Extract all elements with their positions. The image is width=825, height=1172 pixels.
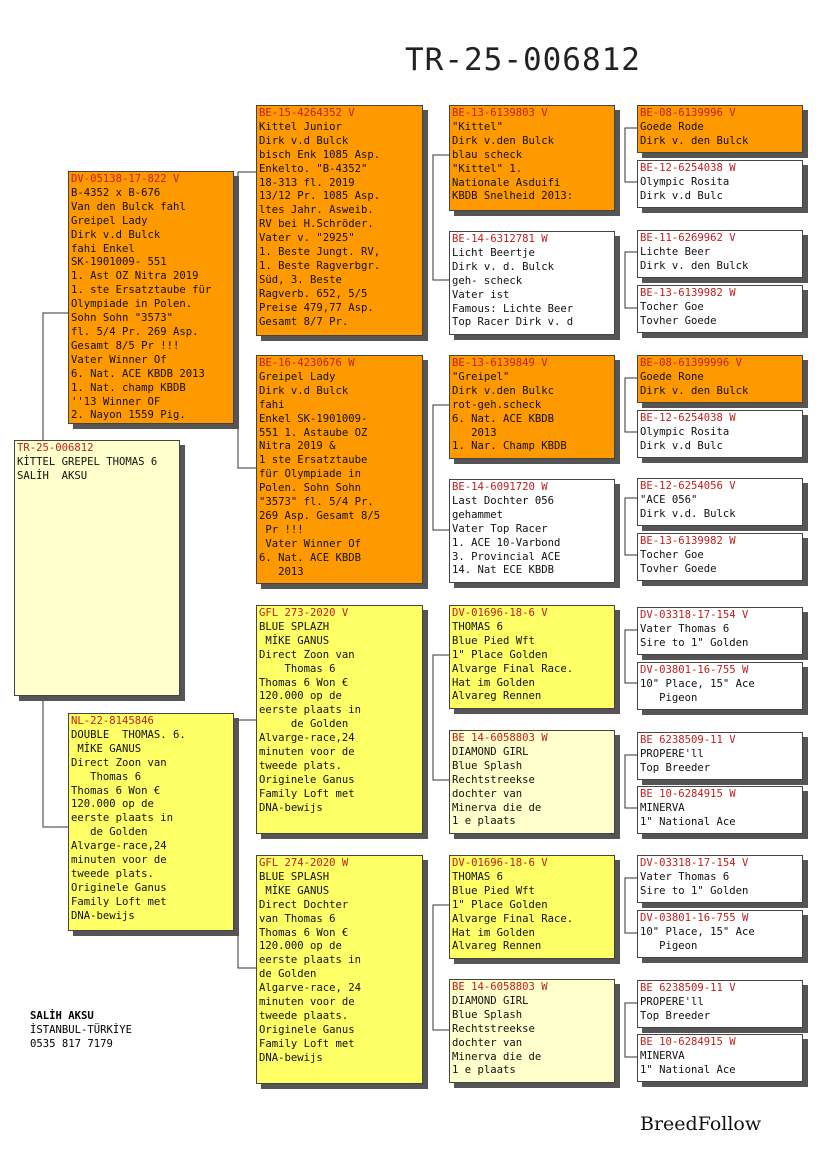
ring-number: BE-14-6091720 W [452, 481, 548, 493]
gen4-box-16[interactable] [637, 1034, 803, 1082]
bird-info-line: 1" Place Golden [452, 648, 548, 661]
bird-info-line: Vater Thomas 6 [640, 622, 730, 635]
dam-dam-dam-box[interactable] [449, 979, 615, 1083]
ring-number: DV-05138-17-822 V [71, 173, 180, 185]
dam-box[interactable] [68, 713, 234, 931]
bird-info-line: Top Racer Dirk v. d [452, 316, 574, 329]
bird-info-line: Licht Beertje [452, 246, 535, 259]
ring-number: BE-15-4264352 V [259, 107, 355, 119]
bird-info-line: Vater Winner Of [71, 353, 167, 366]
bird-info-line: B-4352 x B-676 [71, 186, 161, 199]
bird-info-line: Preise 479,77 Asp. [259, 301, 374, 314]
bird-info-line: Algarve-race, 24 [259, 982, 362, 995]
bird-info-line: dochter van [452, 787, 523, 800]
bird-info-line: "3573" fl. 5/4 Pr. [259, 496, 374, 509]
bird-info-line: 3. Provincial ACE [452, 550, 561, 563]
bird-info-line: Dirk v. den Bulck [640, 259, 749, 272]
bird-info-line: 6. Nat. ACE KBDB [452, 412, 555, 425]
bird-info-line: Alvarge Final Race. [452, 912, 574, 925]
bird-info-line: minuten voor de [71, 854, 167, 867]
bird-info-line: PROPERE'll [640, 747, 704, 760]
sire-sire-dam-box[interactable] [449, 231, 615, 335]
bird-info-line: Blue Pied Wft [452, 884, 535, 897]
bird-info-line: Polen. Sohn Sohn [259, 482, 362, 495]
bird-info-line: Originele Ganus [259, 1023, 355, 1036]
ring-number: BE-14-6312781 W [452, 233, 548, 245]
bird-info-line: KBDB Snelheid 2013: [452, 190, 574, 203]
bird-info-line: Kittel Junior [259, 120, 342, 133]
bird-info-line: KİTTEL GREPEL THOMAS 6 [17, 455, 158, 468]
bird-info-line: DIAMOND GIRL [452, 745, 529, 758]
bird-info-line: Tovher Goede [640, 562, 717, 575]
owner-name: SALİH AKSU [30, 1010, 94, 1022]
dam-dam-sire-box[interactable] [449, 855, 615, 959]
bird-info-line: Blue Splash [452, 759, 523, 772]
bird-info-line: 13/12 Pr. 1085 Asp. [259, 190, 381, 203]
ring-number: TR-25-006812 [17, 442, 94, 454]
bird-info-line: THOMAS 6 [452, 870, 504, 883]
bird-info-line: van Thomas 6 [259, 912, 336, 925]
bird-info-line: Greipel Lady [71, 214, 148, 227]
bird-info-line: Enkelto. "B-4352" [259, 162, 368, 175]
bird-info-line: Van den Bulck fahl [71, 200, 186, 213]
bird-info-line: PROPERE'll [640, 995, 704, 1008]
bird-info-line: tweede plats. [71, 867, 154, 880]
bird-info-line: Tocher Goe [640, 548, 704, 561]
ring-number: BE-13-6139803 V [452, 107, 548, 119]
bird-info-line: Dirk v.den Bulkc [452, 384, 555, 397]
ring-number: BE-13-6139849 V [452, 357, 548, 369]
gen4-box-11[interactable] [637, 732, 803, 780]
ring-number: DV-03318-17-154 V [640, 857, 749, 869]
bird-info-line: "Greipel" [452, 370, 510, 383]
bird-info-line: Vater Thomas 6 [640, 870, 730, 883]
ring-number: BE-16-4230676 W [259, 357, 355, 369]
gen4-box-4[interactable] [637, 285, 803, 333]
bird-info-line: Enkel SK-1901009- [259, 412, 368, 425]
ring-number: NL-22-8145846 [71, 715, 154, 727]
ring-number: DV-01696-18-6 V [452, 857, 548, 869]
bird-info-line: Direct Zoon van [71, 756, 167, 769]
ring-number: BE-08-6139996 V [640, 107, 736, 119]
bird-info-line: Blue Pied Wft [452, 634, 535, 647]
bird-info-line: Sohn Sohn "3573" [71, 312, 174, 325]
bird-info-line: Family Loft met [259, 1037, 355, 1050]
bird-info-line: eerste plaats in [71, 812, 174, 825]
bird-info-line: Dirk v. den Bulck [640, 134, 749, 147]
ring-number: DV-03801-16-755 W [640, 664, 749, 676]
ring-number: BE 14-6058803 W [452, 732, 548, 744]
bird-info-line: de Golden [259, 718, 349, 731]
bird-info-line: DNA-bewijs [259, 1051, 323, 1064]
bird-info-line: Family Loft met [259, 787, 355, 800]
bird-info-line: 1. Ast OZ Nitra 2019 [71, 270, 199, 283]
bird-info-line: Dirk v.d Bulc [640, 189, 723, 202]
bird-info-line: minuten voor de [259, 746, 355, 759]
sire-dam-sire-box[interactable] [449, 355, 615, 459]
gen4-box-6[interactable] [637, 410, 803, 458]
bird-info-line: blau scheck [452, 148, 523, 161]
bird-info-line: "Kittel" [452, 120, 504, 133]
bird-info-line: SALİH AKSU [17, 469, 88, 482]
bird-info-line: minuten voor de [259, 996, 355, 1009]
sire-dam-box[interactable] [256, 355, 423, 584]
bird-info-line: Originele Ganus [71, 881, 167, 894]
bird-info-line: Rechtstreekse [452, 773, 535, 786]
bird-info-line: Gesamt 8/5 Pr !!! [71, 339, 180, 352]
bird-info-line: 2013 [452, 426, 497, 439]
owner-location: İSTANBUL-TÜRKİYE [30, 1024, 133, 1036]
bird-info-line: Gesamt 8/7 Pr. [259, 315, 349, 328]
bird-info-line: 1. ACE 10-Varbond [452, 536, 561, 549]
gen4-box-2[interactable] [637, 160, 803, 208]
bird-info-line: MİKE GANUS [259, 634, 330, 647]
bird-info-line: Greipel Lady [259, 370, 336, 383]
bird-info-line: Dirk v. d. Bulck [452, 260, 555, 273]
gen4-box-9[interactable] [637, 607, 803, 655]
bird-info-line: Last Dochter 056 [452, 494, 555, 507]
bird-info-line: Tocher Goe [640, 300, 704, 313]
bird-info-line: DIAMOND GIRL [452, 994, 529, 1007]
ring-number: DV-03801-16-755 W [640, 912, 749, 924]
sire-dam-dam-box[interactable] [449, 479, 615, 583]
owner-info [30, 1009, 132, 1051]
bird-info-line: SK-1901009- 551 [71, 256, 167, 269]
bird-info-line: Direct Zoon van [259, 648, 355, 661]
bird-info-line: 1. ste Ersatztaube für [71, 284, 212, 297]
bird-info-line: 1. Beste Jungt. RV, [259, 246, 381, 259]
bird-info-line: Vater Winner Of [259, 537, 362, 550]
bird-info-line: dochter van [452, 1036, 523, 1049]
bird-info-line: fahi Enkel [71, 242, 135, 255]
ring-number: GFL 274-2020 W [259, 857, 349, 869]
bird-info-line: 18-313 fl. 2019 [259, 176, 355, 189]
bird-info-line: 1. Nat. champ KBDB [71, 381, 186, 394]
bird-info-line: Alvarge-race,24 [259, 732, 355, 745]
bird-info-line: "ACE 056" [640, 493, 698, 506]
bird-info-line: MİKE GANUS [71, 742, 142, 755]
bird-info-line: Dirk v. den Bulck [640, 384, 749, 397]
bird-info-line: Sire to 1" Golden [640, 884, 749, 897]
bird-info-line: Famous: Lichte Beer [452, 302, 574, 315]
bird-info-line: BLUE SPLAZH [259, 620, 330, 633]
bird-info-line: Vater Top Racer [452, 522, 548, 535]
dam-sire-box[interactable] [256, 605, 423, 834]
gen4-box-12[interactable] [637, 786, 803, 834]
dam-sire-sire-box[interactable] [449, 605, 615, 709]
bird-info-line: MİKE GANUS [259, 884, 330, 897]
bird-info-line: eerste plaats in [259, 954, 362, 967]
bird-info-line: bisch Enk 1085 Asp. [259, 148, 381, 161]
bird-info-line: Dirk v.d Bulck [259, 134, 349, 147]
bird-info-line: MINERVA [640, 1049, 685, 1062]
bird-info-line: Nationale Asduifi [452, 176, 561, 189]
gen4-box-14[interactable] [637, 910, 803, 958]
bird-info-line: ''13 Winner OF [71, 395, 161, 408]
bird-info-line: Rechtstreekse [452, 1022, 535, 1035]
ring-number: BE 6238509-11 V [640, 734, 736, 746]
gen4-box-13[interactable] [637, 855, 803, 903]
gen4-box-5[interactable] [637, 355, 803, 403]
sire-sire-sire-box[interactable] [449, 105, 615, 211]
bird-info-line: Alvarge-race,24 [71, 840, 167, 853]
ring-number: BE 10-6284915 W [640, 788, 736, 800]
bird-info-line: Thomas 6 Won € [259, 676, 349, 689]
bird-info-line: 269 Asp. Gesamt 8/5 [259, 509, 381, 522]
subject-bird-box[interactable] [14, 440, 180, 696]
bird-info-line: Nitra 2019 & [259, 440, 336, 453]
bird-info-line: 6. Nat. ACE KBDB 2013 [71, 367, 205, 380]
bird-info-line: Blue Splash [452, 1008, 523, 1021]
bird-info-line: Dirk v.d. Bulck [640, 507, 736, 520]
gen4-box-8[interactable] [637, 533, 803, 581]
bird-info-line: 2. Nayon 1559 Pig. [71, 409, 186, 422]
bird-info-line: Sire to 1" Golden [640, 636, 749, 649]
ring-number: BE-12-6254056 V [640, 480, 736, 492]
bird-info-line: Direct Dochter [259, 898, 349, 911]
ring-number: BE 10-6284915 W [640, 1036, 736, 1048]
bird-info-line: Vater ist [452, 288, 510, 301]
bird-info-line: fl. 5/4 Pr. 269 Asp. [71, 325, 199, 338]
bird-info-line: für Olympiade in [259, 468, 362, 481]
bird-info-line: Ragverb. 652, 5/5 [259, 287, 368, 300]
bird-info-line: DNA-bewijs [71, 909, 135, 922]
bird-info-line: RV bei H.Schröder. [259, 218, 374, 231]
bird-info-line: THOMAS 6 [452, 620, 504, 633]
bird-info-line: fahi [259, 398, 285, 411]
bird-info-line: tweede plaats. [259, 1009, 349, 1022]
bird-info-line: Pigeon [640, 691, 698, 704]
ring-number: DV-01696-18-6 V [452, 607, 548, 619]
bird-info-line: Family Loft met [71, 895, 167, 908]
gen4-box-15[interactable] [637, 980, 803, 1028]
ring-number: BE-13-6139982 W [640, 535, 736, 547]
ring-number: BE 14-6058803 W [452, 981, 548, 993]
bird-info-line: Pigeon [640, 939, 698, 952]
bird-info-line: Top Breeder [640, 1009, 711, 1022]
bird-info-line: Top Breeder [640, 761, 711, 774]
dam-dam-box[interactable] [256, 855, 423, 1084]
bird-info-line: Dirk v.den Bulck [452, 134, 555, 147]
bird-info-line: rot-geh.scheck [452, 398, 542, 411]
bird-info-line: 1 e plaats [452, 815, 516, 828]
sire-box[interactable] [68, 171, 234, 424]
bird-info-line: Minerva die de [452, 1050, 542, 1063]
bird-info-line: Originele Ganus [259, 773, 355, 786]
ring-number: BE-08-61399996 V [640, 357, 743, 369]
bird-info-line: Minerva die de [452, 801, 542, 814]
bird-info-line: Dirk v.d Bulck [259, 384, 349, 397]
owner-phone: 0535 817 7179 [30, 1038, 113, 1050]
ring-number: BE-12-6254038 W [640, 162, 736, 174]
bird-info-line: Goede Rone [640, 370, 704, 383]
gen4-box-7[interactable] [637, 478, 803, 526]
ring-number: BE 6238509-11 V [640, 982, 736, 994]
bird-info-line: de Golden [259, 968, 317, 981]
bird-info-line: 6. Nat. ACE KBDB [259, 551, 362, 564]
ring-number: GFL 273-2020 V [259, 607, 349, 619]
bird-info-line: 551 1. Astaube OZ [259, 426, 368, 439]
bird-info-line: tweede plats. [259, 759, 342, 772]
bird-info-line: 14. Nat ECE KBDB [452, 564, 555, 577]
bird-info-line: 1" National Ace [640, 815, 736, 828]
brand-logo-text: BreedFollow [640, 1113, 762, 1135]
bird-info-line: Alvareg Rennen [452, 940, 542, 953]
gen4-box-3[interactable] [637, 230, 803, 278]
ring-number: BE-13-6139982 W [640, 287, 736, 299]
gen4-box-1[interactable] [637, 105, 803, 153]
bird-info-line: eerste plaats in [259, 704, 362, 717]
bird-info-line: Thomas 6 [259, 662, 336, 675]
bird-info-line: Dirk v.d Bulc [640, 439, 723, 452]
bird-info-line: gehammet [452, 508, 504, 521]
bird-info-line: Dirk v.d Bulck [71, 228, 161, 241]
bird-info-line: Hat im Golden [452, 676, 535, 689]
bird-info-line: 1 e plaats [452, 1064, 516, 1077]
bird-info-line: Lichte Beer [640, 245, 711, 258]
bird-info-line: Tovher Goede [640, 314, 717, 327]
bird-info-line: MINERVA [640, 801, 685, 814]
dam-sire-dam-box[interactable] [449, 730, 615, 834]
bird-info-line: 120.000 op de [259, 940, 342, 953]
bird-info-line: 120.000 op de [259, 690, 342, 703]
bird-info-line: Olympiade in Polen. [71, 298, 193, 311]
bird-info-line: Goede Rode [640, 120, 704, 133]
pedigree-title: TR-25-006812 [405, 42, 641, 78]
bird-info-line: 10" Place, 15" Ace [640, 677, 755, 690]
bird-info-line: 1. Beste Ragverbgr. [259, 259, 381, 272]
bird-info-line: 1" National Ace [640, 1063, 736, 1076]
bird-info-line: ltes Jahr. Asweib. [259, 204, 374, 217]
bird-info-line: 1. Nar. Champ KBDB [452, 440, 567, 453]
bird-info-line: Thomas 6 Won € [71, 784, 161, 797]
bird-info-line: 120.000 op de [71, 798, 154, 811]
bird-info-line: "Kittel" 1. [452, 162, 523, 175]
bird-info-line: Hat im Golden [452, 926, 535, 939]
bird-info-line: DOUBLE THOMAS. 6. [71, 728, 186, 741]
bird-info-line: 1 ste Ersatztaube [259, 454, 368, 467]
sire-sire-box[interactable] [256, 105, 423, 336]
bird-info-line: 2013 [259, 565, 304, 578]
bird-info-line: Süd, 3. Beste [259, 273, 342, 286]
bird-info-line: Alvareg Rennen [452, 690, 542, 703]
bird-info-line: Alvarge Final Race. [452, 662, 574, 675]
bird-info-line: Pr !!! [259, 523, 304, 536]
bird-info-line: Thomas 6 [71, 770, 142, 783]
ring-number: BE-11-6269962 V [640, 232, 736, 244]
bird-info-line: de Golden [71, 826, 148, 839]
bird-info-line: BLUE SPLASH [259, 870, 330, 883]
ring-number: BE-12-6254038 W [640, 412, 736, 424]
bird-info-line: Thomas 6 Won € [259, 926, 349, 939]
ring-number: DV-03318-17-154 V [640, 609, 749, 621]
bird-info-line: DNA-bewijs [259, 801, 323, 814]
bird-info-line: Vater v. "2925" [259, 232, 355, 245]
bird-info-line: Olympic Rosita [640, 175, 730, 188]
bird-info-line: Olympic Rosita [640, 425, 730, 438]
bird-info-line: 10" Place, 15" Ace [640, 925, 755, 938]
gen4-box-10[interactable] [637, 662, 803, 710]
bird-info-line: geh- scheck [452, 274, 523, 287]
bird-info-line: 1" Place Golden [452, 898, 548, 911]
